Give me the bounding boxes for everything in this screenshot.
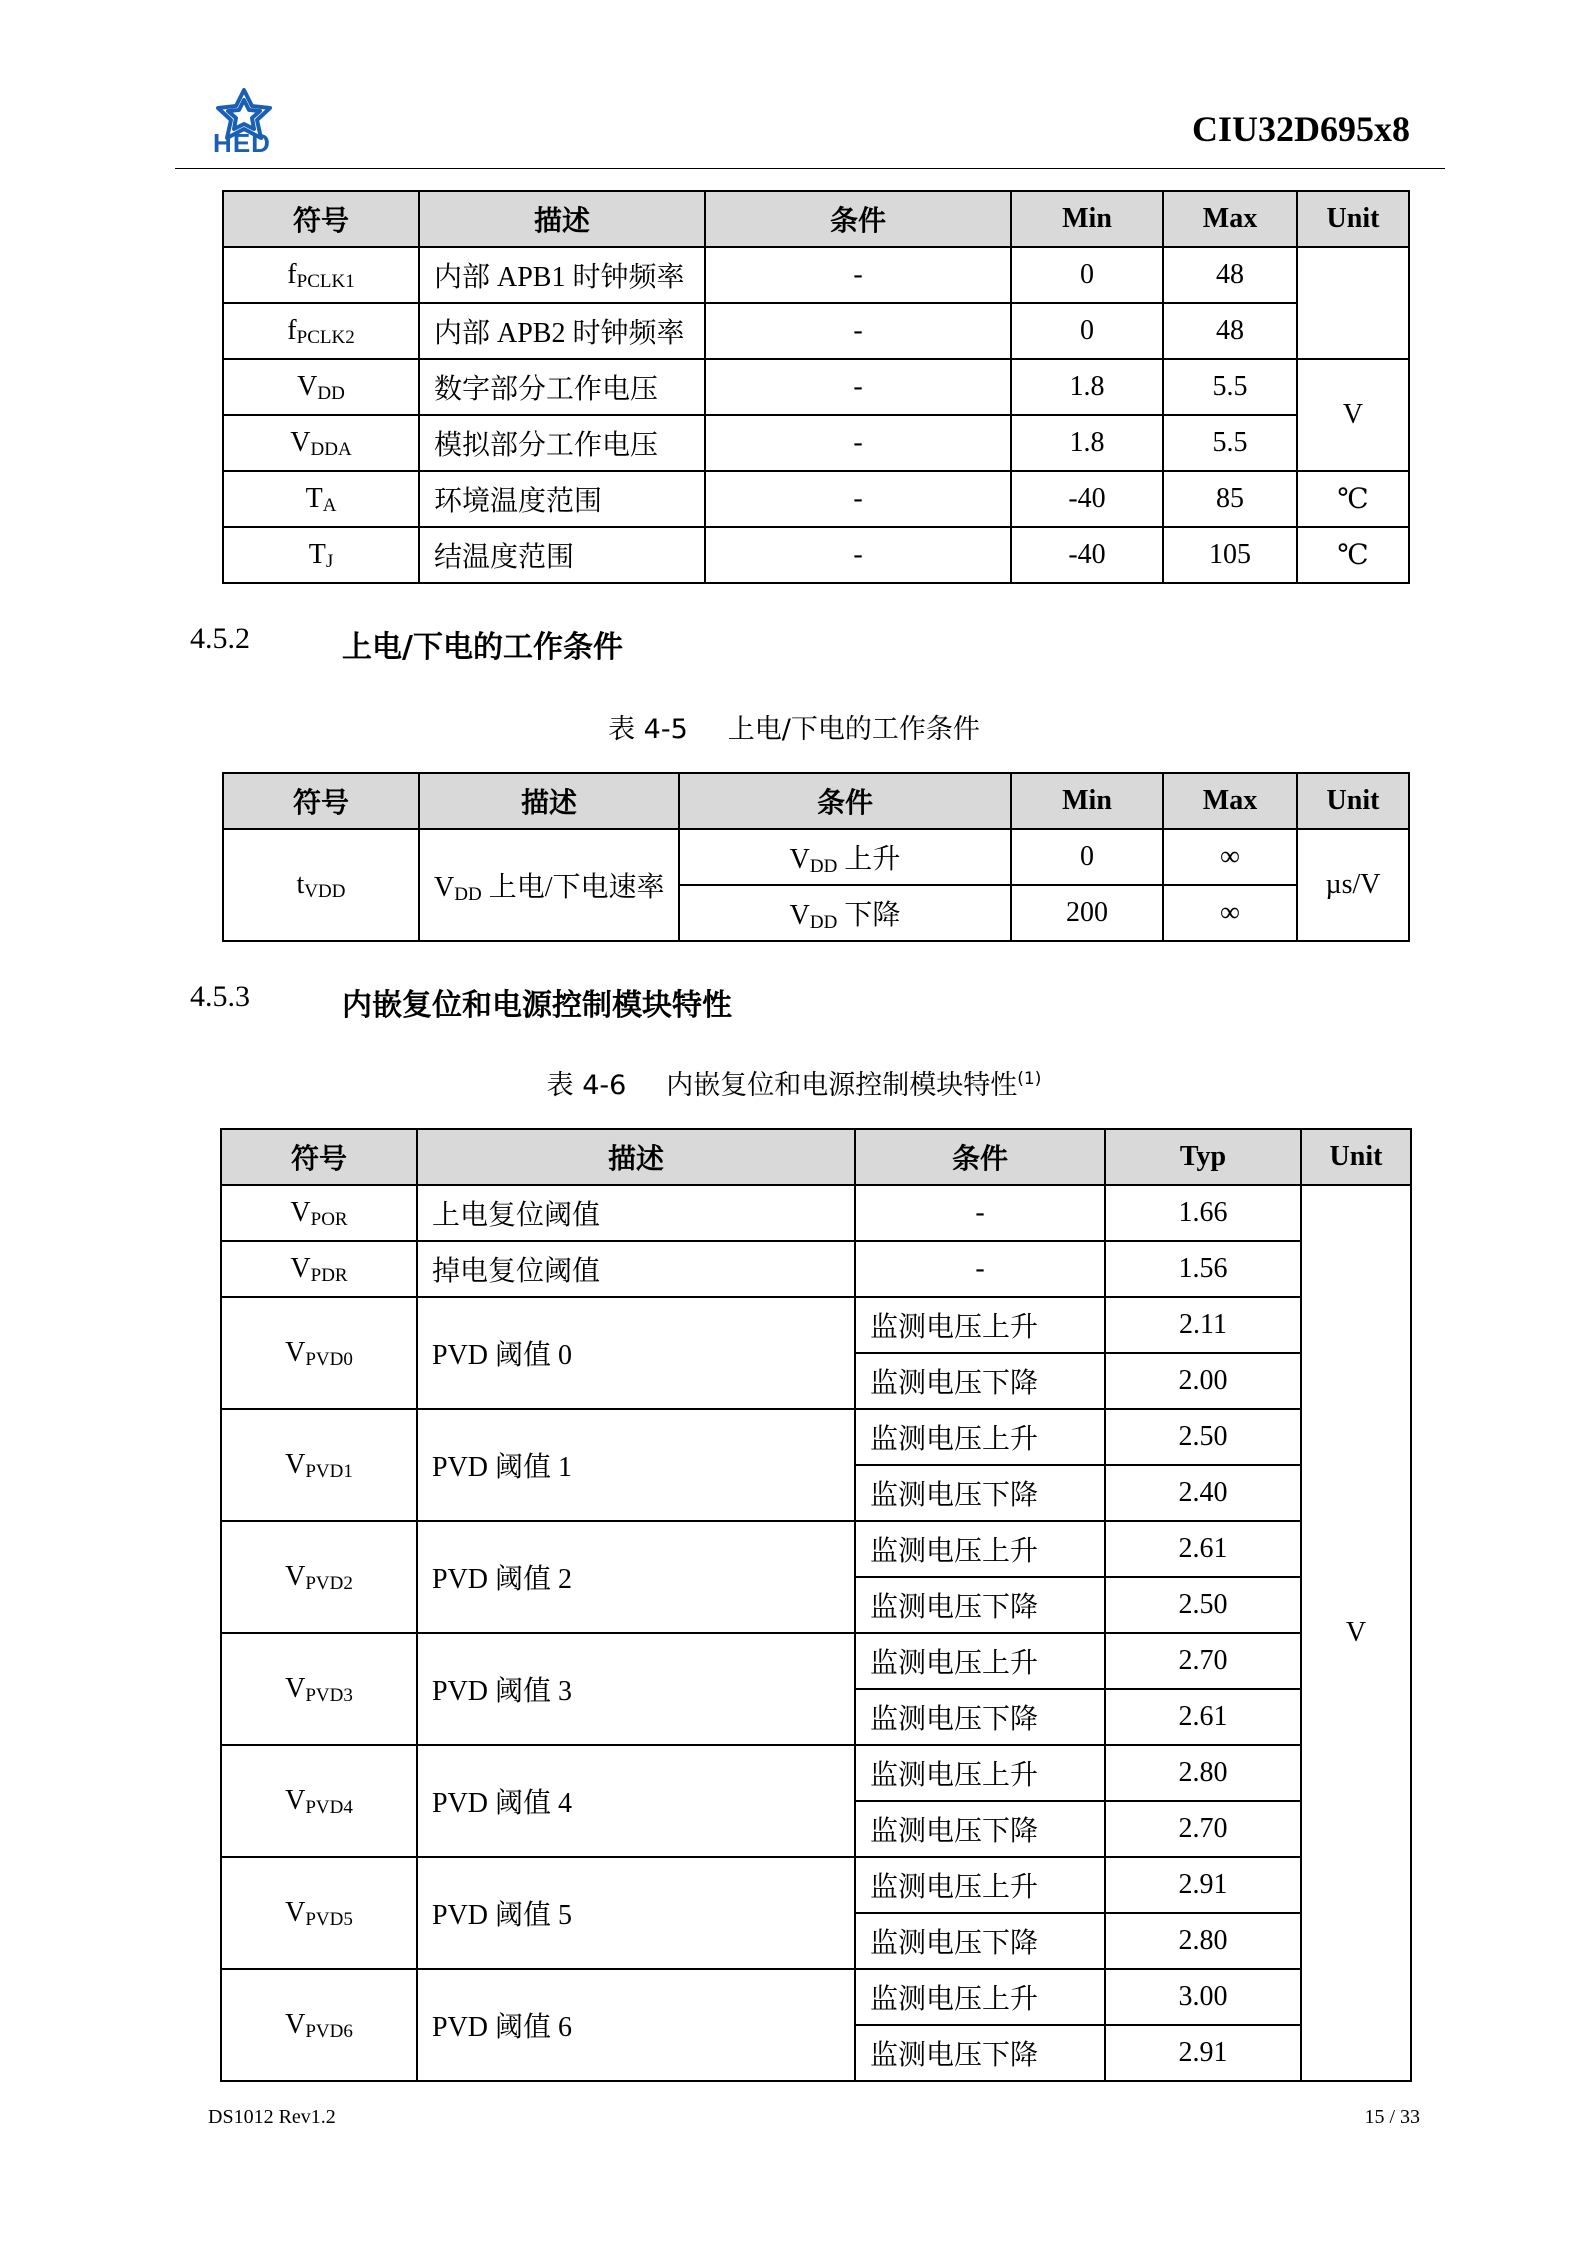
description-cell: PVD 阈值 0: [417, 1297, 855, 1409]
header-condition: 条件: [705, 191, 1011, 247]
caption-title: 内嵌复位和电源控制模块特性: [666, 1070, 1018, 1101]
symbol-cell: $V_{DDA}$: [223, 415, 419, 471]
condition-cell: 监测电压下降: [855, 1577, 1105, 1633]
symbol-cell: $f_{PCLK2}$: [223, 303, 419, 359]
header-symbol: 符号: [223, 191, 419, 247]
table-row: [221, 1969, 1411, 2025]
footer-doc-id: DS1012 Rev1.2: [208, 2106, 336, 2128]
description-cell: 环境温度范围: [419, 471, 705, 527]
table-header-row: [223, 773, 1409, 829]
header-min: Min: [1011, 191, 1163, 247]
min-cell: -40: [1011, 527, 1163, 583]
max-cell: 5.5: [1163, 415, 1297, 471]
condition-cell: 监测电压上升: [855, 1633, 1105, 1689]
table-caption-4-6: [0, 1063, 1588, 1102]
table-row: [221, 1857, 1411, 1913]
header-divider: [175, 168, 1445, 169]
operating-conditions-table: [222, 190, 1410, 584]
unit-cell: ℃: [1297, 471, 1409, 527]
min-cell: 200: [1011, 885, 1163, 941]
table-row: [223, 471, 1409, 527]
table-header-row: [223, 191, 1409, 247]
typ-cell: 2.40: [1105, 1465, 1301, 1521]
condition-cell: $V_{DD}$ 上升: [679, 829, 1011, 885]
header-min: Min: [1011, 773, 1163, 829]
symbol-cell: $V_{POR}$: [221, 1185, 417, 1241]
condition-cell: 监测电压下降: [855, 1689, 1105, 1745]
typ-cell: 2.61: [1105, 1521, 1301, 1577]
min-cell: -40: [1011, 471, 1163, 527]
table-row: [223, 415, 1409, 471]
condition-cell: -: [705, 359, 1011, 415]
condition-cell: -: [705, 527, 1011, 583]
header-unit: Unit: [1297, 191, 1409, 247]
header-unit: Unit: [1301, 1129, 1411, 1185]
max-cell: 85: [1163, 471, 1297, 527]
condition-cell: 监测电压上升: [855, 1969, 1105, 2025]
table-row: [221, 1521, 1411, 1577]
description-cell: $V_{DD}$ 上电/下电速率: [419, 829, 679, 941]
symbol-cell: $V_{DD}$: [223, 359, 419, 415]
condition-cell: -: [705, 303, 1011, 359]
header-max: Max: [1163, 191, 1297, 247]
condition-cell: 监测电压下降: [855, 2025, 1105, 2081]
reset-power-control-table: [220, 1128, 1412, 2082]
symbol-cell: $V_{PVD6}$: [221, 1969, 417, 2081]
symbol-cell: $V_{PVD4}$: [221, 1745, 417, 1857]
condition-cell: -: [705, 247, 1011, 303]
header-typ: Typ: [1105, 1129, 1301, 1185]
condition-cell: 监测电压上升: [855, 1857, 1105, 1913]
symbol-cell: $t_{VDD}$: [223, 829, 419, 941]
table-row: [221, 1409, 1411, 1465]
caption-label: 表 4-6: [546, 1070, 627, 1101]
description-cell: PVD 阈值 3: [417, 1633, 855, 1745]
description-cell: 上电复位阈值: [417, 1185, 855, 1241]
condition-cell: $V_{DD}$ 下降: [679, 885, 1011, 941]
description-cell: PVD 阈值 6: [417, 1969, 855, 2081]
description-cell: PVD 阈值 5: [417, 1857, 855, 1969]
typ-cell: 2.80: [1105, 1745, 1301, 1801]
symbol-cell: $V_{PVD1}$: [221, 1409, 417, 1521]
header-description: 描述: [419, 773, 679, 829]
symbol-cell: $T_A$: [223, 471, 419, 527]
typ-cell: 2.00: [1105, 1353, 1301, 1409]
footer-page-number: 15 / 33: [1364, 2106, 1420, 2128]
table-row: [223, 829, 1409, 885]
header-max: Max: [1163, 773, 1297, 829]
condition-cell: -: [855, 1185, 1105, 1241]
unit-cell: µs/V: [1297, 829, 1409, 941]
symbol-cell: $V_{PVD3}$: [221, 1633, 417, 1745]
power-up-down-table: [222, 772, 1410, 942]
unit-cell: V: [1301, 1185, 1411, 2081]
typ-cell: 2.91: [1105, 2025, 1301, 2081]
typ-cell: 2.70: [1105, 1633, 1301, 1689]
section-title: 内嵌复位和电源控制模块特性: [342, 988, 732, 1023]
section-number: 4.5.3: [190, 980, 250, 1013]
header-description: 描述: [417, 1129, 855, 1185]
condition-cell: -: [705, 415, 1011, 471]
header-condition: 条件: [855, 1129, 1105, 1185]
max-cell: 48: [1163, 247, 1297, 303]
unit-cell-empty: [1297, 247, 1409, 359]
condition-cell: 监测电压上升: [855, 1745, 1105, 1801]
typ-cell: 2.11: [1105, 1297, 1301, 1353]
symbol-cell: $f_{PCLK1}$: [223, 247, 419, 303]
min-cell: 0: [1011, 247, 1163, 303]
max-cell: 105: [1163, 527, 1297, 583]
table-row: [221, 1745, 1411, 1801]
section-title: 上电/下电的工作条件: [342, 630, 623, 665]
min-cell: 1.8: [1011, 359, 1163, 415]
section-number: 4.5.2: [190, 622, 250, 655]
max-cell: 48: [1163, 303, 1297, 359]
min-cell: 1.8: [1011, 415, 1163, 471]
table-row: [223, 527, 1409, 583]
typ-cell: 2.61: [1105, 1689, 1301, 1745]
description-cell: 结温度范围: [419, 527, 705, 583]
table-header-row: [221, 1129, 1411, 1185]
description-cell: PVD 阈值 2: [417, 1521, 855, 1633]
table-row: [221, 1297, 1411, 1353]
unit-cell: ℃: [1297, 527, 1409, 583]
symbol-cell: $V_{PVD0}$: [221, 1297, 417, 1409]
condition-cell: 监测电压上升: [855, 1521, 1105, 1577]
header-description: 描述: [419, 191, 705, 247]
condition-cell: 监测电压下降: [855, 1465, 1105, 1521]
condition-cell: 监测电压上升: [855, 1297, 1105, 1353]
max-cell: 5.5: [1163, 359, 1297, 415]
condition-cell: 监测电压下降: [855, 1913, 1105, 1969]
header-condition: 条件: [679, 773, 1011, 829]
typ-cell: 1.66: [1105, 1185, 1301, 1241]
table-row: [221, 1185, 1411, 1241]
table-row: [223, 303, 1409, 359]
header-symbol: 符号: [221, 1129, 417, 1185]
description-cell: 模拟部分工作电压: [419, 415, 705, 471]
description-cell: PVD 阈值 1: [417, 1409, 855, 1521]
document-title: CIU32D695x8: [1191, 109, 1410, 149]
max-cell: ∞: [1163, 885, 1297, 941]
typ-cell: 2.50: [1105, 1409, 1301, 1465]
condition-cell: -: [855, 1241, 1105, 1297]
logo-text: HED: [213, 128, 271, 158]
header-unit: Unit: [1297, 773, 1409, 829]
typ-cell: 2.80: [1105, 1913, 1301, 1969]
table-caption-4-5: [0, 707, 1588, 746]
caption-footnote-ref: (1): [1017, 1069, 1042, 1089]
max-cell: ∞: [1163, 829, 1297, 885]
caption-title: 上电/下电的工作条件: [727, 714, 980, 745]
min-cell: 0: [1011, 303, 1163, 359]
description-cell: 掉电复位阈值: [417, 1241, 855, 1297]
caption-label: 表 4-5: [608, 714, 688, 745]
description-cell: 内部 APB2 时钟频率: [419, 303, 705, 359]
table-row: [223, 359, 1409, 415]
table-row: [221, 1241, 1411, 1297]
header-symbol: 符号: [223, 773, 419, 829]
description-cell: 内部 APB1 时钟频率: [419, 247, 705, 303]
symbol-cell: $V_{PVD5}$: [221, 1857, 417, 1969]
table-row: [221, 1633, 1411, 1689]
symbol-cell: $V_{PDR}$: [221, 1241, 417, 1297]
typ-cell: 1.56: [1105, 1241, 1301, 1297]
min-cell: 0: [1011, 829, 1163, 885]
description-cell: 数字部分工作电压: [419, 359, 705, 415]
typ-cell: 3.00: [1105, 1969, 1301, 2025]
typ-cell: 2.50: [1105, 1577, 1301, 1633]
description-cell: PVD 阈值 4: [417, 1745, 855, 1857]
symbol-cell: $T_J$: [223, 527, 419, 583]
condition-cell: 监测电压下降: [855, 1801, 1105, 1857]
unit-cell: V: [1297, 359, 1409, 471]
table-row: [223, 247, 1409, 303]
condition-cell: 监测电压下降: [855, 1353, 1105, 1409]
symbol-cell: $V_{PVD2}$: [221, 1521, 417, 1633]
condition-cell: -: [705, 471, 1011, 527]
condition-cell: 监测电压上升: [855, 1409, 1105, 1465]
typ-cell: 2.70: [1105, 1801, 1301, 1857]
typ-cell: 2.91: [1105, 1857, 1301, 1913]
